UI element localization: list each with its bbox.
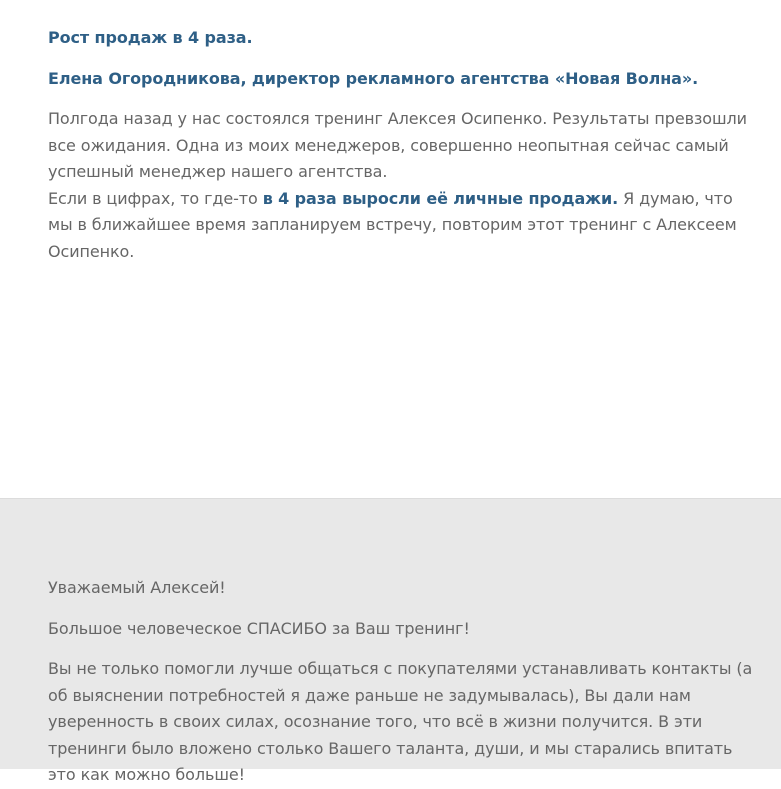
- testimonial-section-2: [0, 498, 781, 784]
- testimonial-text: Полгода назад у нас состоялся тренинг Алексея Осипенко. Результаты превзошли все ожидания. Одна из моих менеджеров, совершенно неопытная сейчас самый успешный менеджер нашего агентства.: [48, 109, 747, 181]
- testimonial-title: Рост продаж в 4 раза.: [48, 28, 253, 47]
- testimonial-body: Вы не только помогли лучше общаться с покупателями устанавливать контакты (а об выяснении потребностей я даже раньше не задумывалась), Вы дали нам уверенность в своих силах, осознание того, что всё в жизни получится. В эти тренинги было вложено столько Вашего таланта, души, и мы старались впитать это как можно больше!: [48, 659, 753, 784]
- testimonial-paragraph: [48, 106, 760, 265]
- testimonial-text: Если в цифрах, то где-то: [48, 188, 263, 208]
- testimonial-1: [48, 25, 760, 265]
- testimonial-greeting: Уважаемый Алексей!: [48, 578, 226, 597]
- testimonial-2: [48, 575, 760, 789]
- testimonial-text: Я думаю, что мы в ближайшее время запланируем встречу, повторим этот тренинг с Алексеем Осипенко.: [48, 188, 737, 261]
- testimonial-author: Елена Огородникова, директор рекламного агентства «Новая Волна».: [48, 68, 699, 88]
- testimonial-highlight: в 4 раза выросли её личные продажи.: [262, 188, 619, 208]
- testimonial-thanks: Большое человеческое СПАСИБО за Ваш тренинг!: [48, 618, 470, 638]
